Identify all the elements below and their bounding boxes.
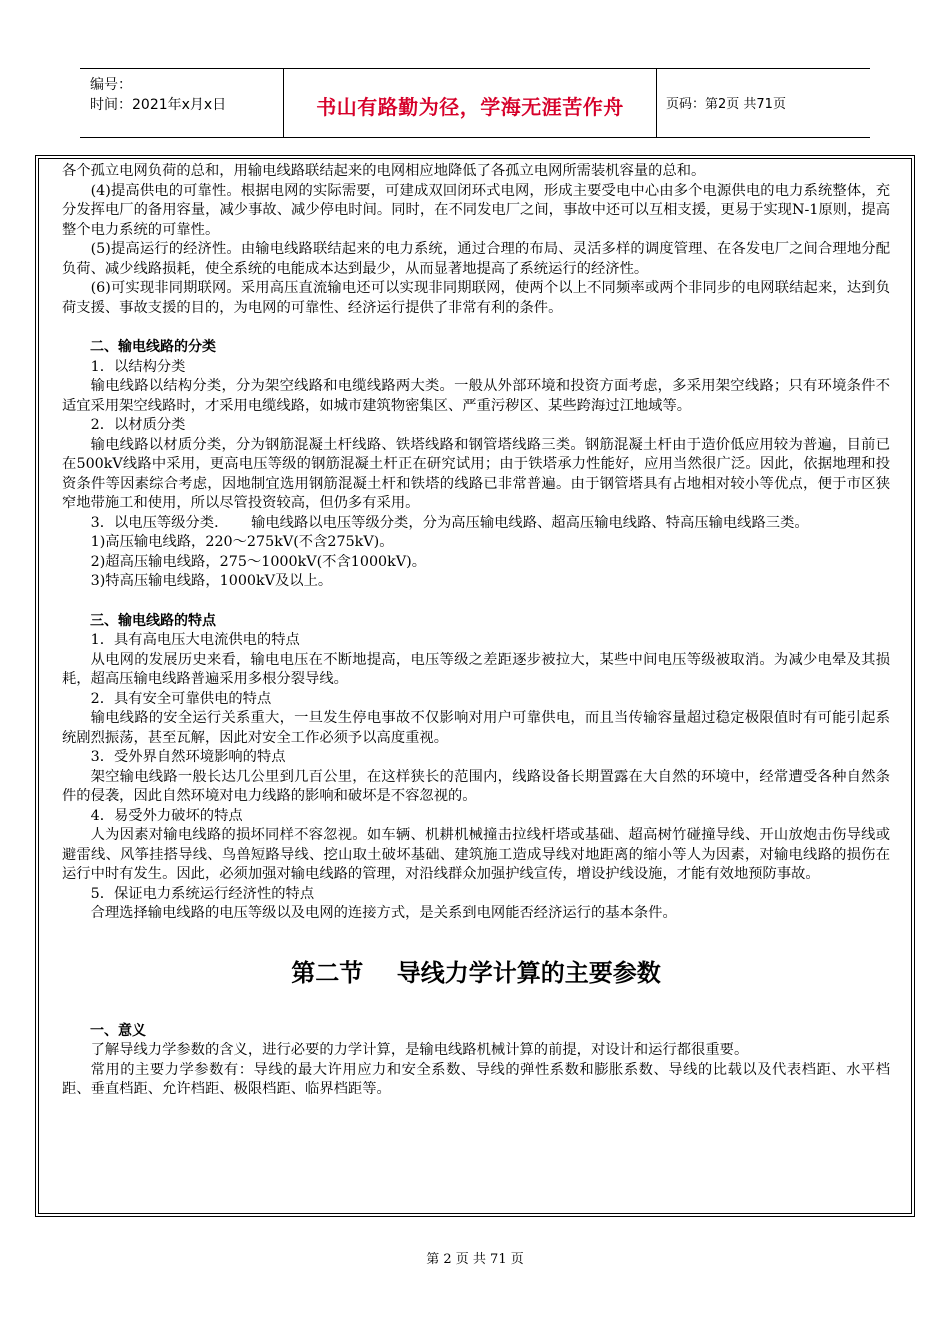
paragraph: (6)可实现非同期联网。采用高压直流输电还可以实现非同期联网，使两个以上不同频率或两个非同步的电网联结起来，达到负荷支援、事故支援的目的，为电网的可靠性、经济运行提供了非常有利的条件。 bbox=[62, 280, 890, 316]
heading-meaning: 一、意义 bbox=[90, 1022, 146, 1039]
paragraph: 3．以电压等级分类． 输电线路以电压等级分类，分为高压输电线路、超高压输电线路、特高压输电线路三类。 bbox=[90, 514, 809, 531]
paragraph: 从电网的发展历史来看，输电电压在不断地提高，电压等级之差距逐步被拉大，某些中间电压等级被取消。为减少电晕及其损耗，超高压输电线路普遍采用多根分裂导线。 bbox=[62, 651, 890, 687]
page-header bbox=[80, 68, 870, 138]
subheading: 1．以结构分类 bbox=[90, 358, 186, 375]
page-info: 页码：第2页 共71页 bbox=[666, 97, 786, 112]
subheading: 3．受外界自然环境影响的特点 bbox=[90, 749, 286, 765]
page-footer: 第 2 页 共 71 页 bbox=[426, 1252, 524, 1267]
paragraph: (4)提高供电的可靠性。根据电网的实际需要，可建成双回闭环式电网，形成主要受电中心由多个电源供电的电力系统整体，充分发挥电厂的备用容量，减少事故、减少停电时间。同时，在不同发电厂之间，事故中还可以互相支援，更易于实现N-1原则，提高整个电力系统的可靠性。 bbox=[62, 182, 890, 238]
heading-classification: 二、输电线路的分类 bbox=[90, 339, 216, 355]
list-item: 1)高压输电线路，220～275kV(不含275kV)。 bbox=[90, 534, 394, 550]
number-label: 编号： bbox=[90, 77, 132, 93]
list-item: 2)超高压输电线路，275～1000kV(不含1000kV)。 bbox=[90, 553, 427, 570]
paragraph: 合理选择输电线路的电压等级以及电网的连接方式，是关系到电网能否经济运行的基本条件。 bbox=[90, 905, 677, 921]
subheading: 4．易受外力破坏的特点 bbox=[90, 807, 243, 824]
subheading: 2．以材质分类 bbox=[90, 417, 186, 433]
paragraph: 架空输电线路一般长达几公里到几百公里，在这样狭长的范围内，线路设备长期置露在大自然的环境中，经常遭受各种自然条件的侵袭，因此自然环境对电力线路的影响和破坏是不容忽视的。 bbox=[62, 768, 890, 804]
paragraph: 输电线路的安全运行关系重大，一旦发生停电事故不仅影响对用户可靠供电，而且当传输容量超过稳定极限值时有可能引起系统剧烈振荡，甚至瓦解，因此对安全工作必须予以高度重视。 bbox=[62, 710, 890, 746]
subheading: 1．具有高电压大电流供电的特点 bbox=[90, 632, 300, 648]
header-meta-cell bbox=[80, 69, 284, 137]
document-body bbox=[62, 162, 890, 1100]
motto-text: 书山有路勤为径，学海无涯苦作舟 bbox=[316, 95, 624, 119]
paragraph: 了解导线力学参数的含义，进行必要的力学计算，是输电线路机械计算的前提，对设计和运行都很重要。 bbox=[90, 1042, 749, 1058]
paragraph: 输电线路以结构分类，分为架空线路和电缆线路两大类。一般从外部环境和投资方面考虑，多采用架空线路；只有环境条件不适宜采用架空线路时，才采用电缆线路，如城市建筑物密集区、严重污秽区、某些跨海过江地域等。 bbox=[62, 378, 890, 414]
paragraph: (5)提高运行的经济性。由输电线路联结起来的电力系统，通过合理的布局、灵活多样的调度管理、在各发电厂之间合理地分配负荷、减少线路损耗，使全系统的电能成本达到最少，从而显著地提高了系统运行的经济性。 bbox=[62, 241, 890, 277]
paragraph: 常用的主要力学参数有：导线的最大许用应力和安全系数、导线的弹性系数和膨胀系数、导线的比载以及代表档距、水平档距、垂直档距、允许档距、极限档距、临界档距等。 bbox=[62, 1061, 890, 1097]
subheading: 5．保证电力系统运行经济性的特点 bbox=[90, 885, 315, 902]
list-item: 3)特高压输电线路，1000kV及以上。 bbox=[90, 573, 333, 589]
time-label: 时间：2021年x月x日 bbox=[90, 97, 227, 113]
subheading: 2．具有安全可靠供电的特点 bbox=[90, 690, 272, 707]
section-title: 第二节 导线力学计算的主要参数 bbox=[291, 958, 661, 987]
paragraph: 输电线路以材质分类，分为钢筋混凝土杆线路、铁塔线路和钢管塔线路三类。钢筋混凝土杆由于造价低应用较为普遍，目前已在500kV线路中采用，更高电压等级的钢筋混凝土杆正在研究试用；由于铁塔承力性能好，应用当然很广泛。因此，依据地理和投资条件等因素综合考虑，因地制宜选用钢筋混凝土杆和铁塔的线路已非常普遍。由于钢管塔具有占地相对较小等优点，便于市区狭窄地带施工和使用，所以尽管投资较高，但仍多有采用。 bbox=[62, 436, 890, 511]
heading-features: 三、输电线路的特点 bbox=[90, 612, 216, 629]
header-motto-cell bbox=[284, 69, 657, 137]
paragraph: 人为因素对输电线路的损坏同样不容忽视。如车辆、机耕机械撞击拉线杆塔或基础、超高树竹碰撞导线、开山放炮击伤导线或避雷线、风筝挂搭导线、鸟兽短路导线、挖山取土破坏基础、建筑施工造成导线对地距离的缩小等人为因素，对输电线路的损伤在运行中时有发生。因此，必须加强对输电线路的管理，对沿线群众加强护线宣传，增设护线设施，才能有效地预防事故。 bbox=[62, 827, 890, 882]
paragraph: 各个孤立电网负荷的总和，用输电线路联结起来的电网相应地降低了各孤立电网所需装机容量的总和。 bbox=[62, 163, 706, 179]
